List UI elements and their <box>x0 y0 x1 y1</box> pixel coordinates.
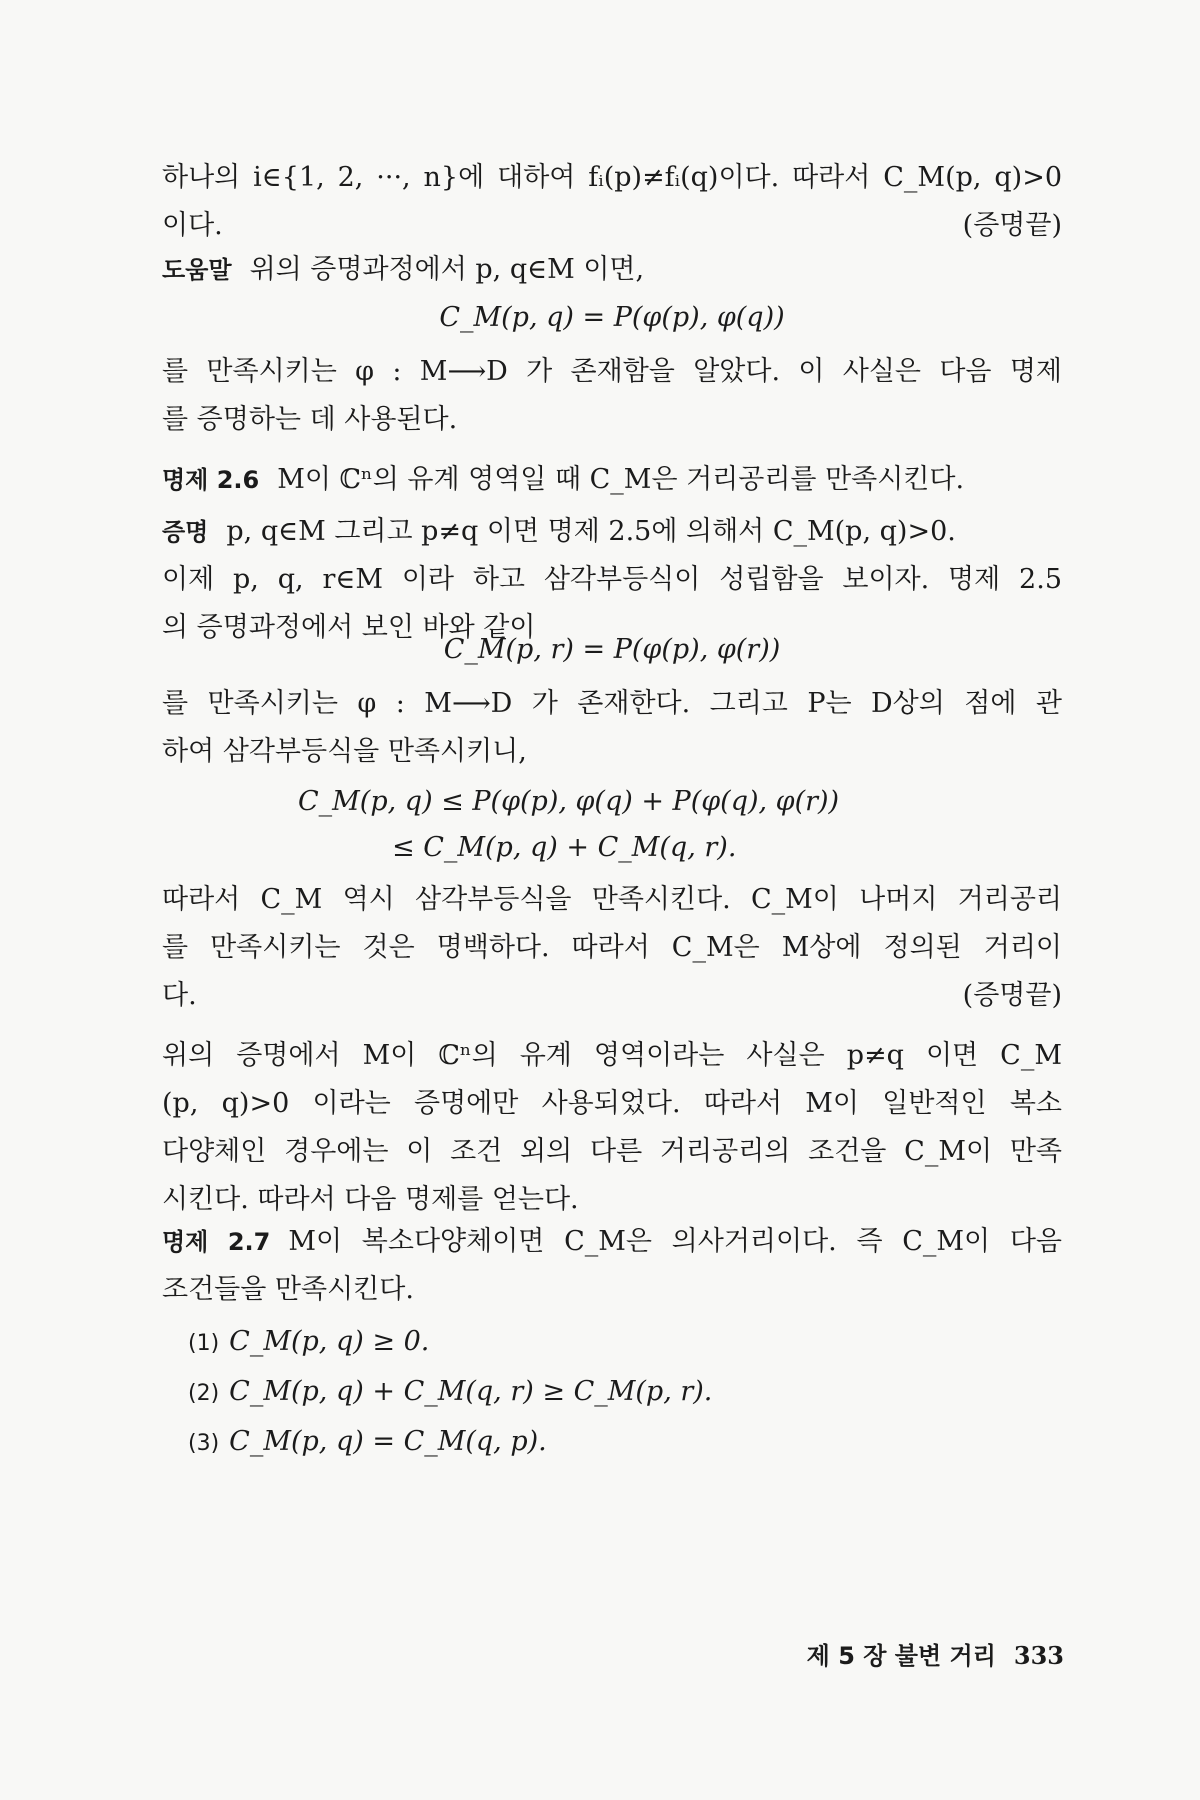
equation: ≤ C_M(p, q) + C_M(q, r). <box>392 832 737 863</box>
proposition-text: M이 ℂⁿ의 유계 영역일 때 C_M은 거리공리를 만족시킨다. <box>277 464 965 495</box>
text-line: 를 만족시키는 것은 명백하다. 따라서 C_M은 M상에 정의된 거리이 <box>162 932 1062 963</box>
proof-heading: 증명 <box>162 518 209 546</box>
equation: C_M(p, r) = P(φ(p), φ(r)) <box>443 634 781 665</box>
proposition-2-7 <box>162 1218 1062 1314</box>
proposition-heading: 명제 2.6 <box>162 466 260 494</box>
text-line: 이제 p, q, r∈M 이라 하고 삼각부등식이 성립함을 보이자. 명제 2.5 <box>162 564 1062 595</box>
item-formula: C_M(p, q) = C_M(q, p). <box>229 1426 547 1457</box>
qed-marker: (증명끝) <box>962 980 1062 1011</box>
text-line: 다양체인 경우에는 이 조건 외의 다른 거리공리의 조건을 C_M이 만족 <box>162 1136 1062 1167</box>
proposition-heading: 명제 2.7 <box>162 1228 271 1256</box>
proof-conclusion <box>162 876 1062 1020</box>
condition-item <box>188 1420 547 1466</box>
text-line: 위의 증명에서 M이 ℂⁿ의 유계 영역이라는 사실은 p≠q 이면 C_M <box>162 1040 1062 1071</box>
text-line: p, q∈M 그리고 p≠q 이면 명제 2.5에 의해서 C_M(p, q)>0. <box>226 516 956 547</box>
text-line: 하여 삼각부등식을 만족시키니, <box>162 736 527 767</box>
remark-block <box>162 246 1062 294</box>
paragraph <box>162 1032 1062 1224</box>
equation: C_M(p, q) ≤ P(φ(p), φ(q) + P(φ(q), φ(r)) <box>298 786 840 817</box>
chapter-title: 제 5 장 불변 거리 <box>806 1642 996 1670</box>
proposition-line <box>162 456 1062 504</box>
text-line: 시킨다. 따라서 다음 명제를 얻는다. <box>162 1184 579 1215</box>
text-line: 를 만족시키는 φ : M⟶D 가 존재함을 알았다. 이 사실은 다음 명제 <box>162 356 1062 387</box>
text-line: (p, q)>0 이라는 증명에만 사용되었다. 따라서 M이 일반적인 복소 <box>162 1088 1062 1119</box>
proposition-2-6 <box>162 456 1062 504</box>
text-line: 이다. <box>162 210 223 241</box>
proposition-text: M이 복소다양체이면 C_M은 의사거리이다. 즉 C_M이 다음 <box>288 1226 1063 1257</box>
item-number: (1) <box>188 1331 220 1356</box>
text-line: 위의 증명과정에서 p, q∈M 이면, <box>249 254 645 285</box>
text-line: 를 만족시키는 φ : M⟶D 가 존재한다. 그리고 P는 D상의 점에 관 <box>162 688 1062 719</box>
text-line <box>162 972 1062 1020</box>
remark-line <box>162 246 1062 294</box>
remark-heading: 도움말 <box>162 256 232 284</box>
remark-text <box>162 348 1062 444</box>
condition-item <box>188 1320 429 1366</box>
item-formula: C_M(p, q) ≥ 0. <box>229 1326 430 1357</box>
text-line: 하나의 i∈{1, 2, ···, n}에 대하여 fᵢ(p)≠fᵢ(q)이다. 따라서 C_M(p, q)>0 <box>162 162 1062 193</box>
item-number: (3) <box>188 1431 220 1456</box>
page-footer <box>807 1636 1064 1671</box>
text-line: 의 증명과정에서 보인 바와 같이 <box>162 612 536 643</box>
qed-marker: (증명끝) <box>962 210 1062 241</box>
proof-line <box>162 508 1062 556</box>
proposition-line <box>162 1218 1062 1266</box>
proof-continuation <box>162 154 1062 250</box>
text-line: 를 증명하는 데 사용된다. <box>162 404 458 435</box>
equation: C_M(p, q) = P(φ(p), φ(q)) <box>439 302 785 333</box>
text-line: 조건들을 만족시킨다. <box>162 1274 414 1305</box>
text-line <box>162 202 1062 250</box>
page-number: 333 <box>1013 1641 1064 1670</box>
text-line: 따라서 C_M 역시 삼각부등식을 만족시킨다. C_M이 나머지 거리공리 <box>162 884 1062 915</box>
item-number: (2) <box>188 1381 220 1406</box>
text-line: 다. <box>162 980 197 1011</box>
proof-text <box>162 680 1062 776</box>
item-formula: C_M(p, q) + C_M(q, r) ≥ C_M(p, r). <box>229 1376 713 1407</box>
condition-item <box>188 1370 712 1416</box>
